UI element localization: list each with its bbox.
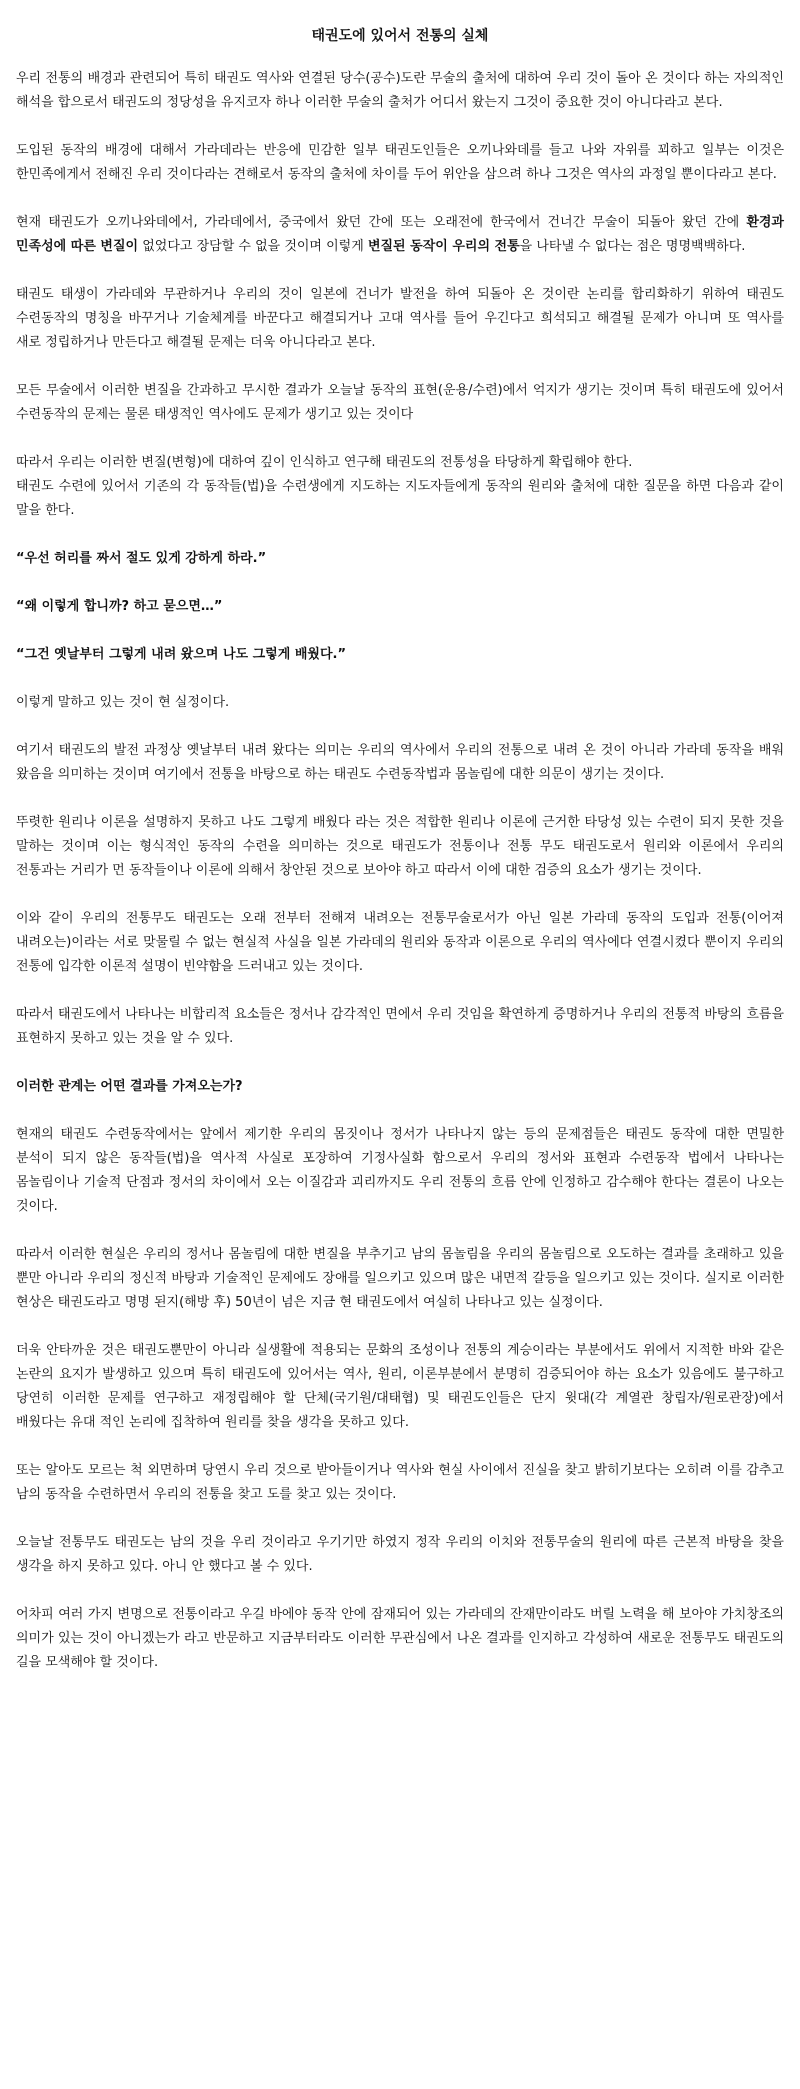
paragraph-1: 우리 전통의 배경과 관련되어 특히 태권도 역사와 연결된 당수(공수)도란 무술의 출처에 대하여 우리 것이 돌아 온 것이다 하는 자의적인 해석을 합으로서 태권도의 정당성을 유지코자 하나 이러한 무술의 출처가 어디서 왔는지 그것이 중요한 것이 아니다라고 본다.: [16, 71, 784, 110]
paragraph-16: 오늘날 전통무도 태권도는 남의 것을 우리 것이라고 우기기만 하였지 정작 우리의 이치와 전통무술의 원리에 따른 근본적 바탕을 찾을 생각을 하지 못하고 있다. 아니 안 했다고 볼 수 있다.: [16, 1535, 784, 1574]
paragraph-13: 따라서 이러한 현실은 우리의 정서나 몸놀림에 대한 변질을 부추기고 남의 몸놀림을 우리의 몸놀림으로 오도하는 결과를 초래하고 있을 뿐만 아니라 우리의 정신적 바탕과 기술적인 문제에도 장애를 일으키고 있으며 많은 내면적 갈등을 일으키고 있는 것이다. 실지로 이러한 현상은 태권도라고 명명 된지(해방 후) 50년이 넘은 지금 현 태권도에서 여실히 나타나고 있는 실정이다.: [16, 1247, 784, 1310]
paragraph-11: 따라서 태권도에서 나타나는 비합리적 요소들은 정서나 감각적인 면에서 우리 것임을 확연하게 증명하거나 우리의 전통적 바탕의 흐름을 표현하지 못하고 있는 것을 알 수 있다.: [16, 1007, 784, 1046]
emphasis-altered-motion: 변질된 동작이 우리의 전통: [367, 239, 520, 254]
paragraph-2: 도입된 동작의 배경에 대해서 가라데라는 반응에 민감한 일부 태권도인들은 오끼나와데를 들고 나와 자위를 꾀하고 일부는 이것은 한민족에게서 전해진 우리 것이다라는 견해로서 동작의 출처에 차이를 두어 위안을 삼으려 하나 그것은 역사의 과정일 뿐이다라고 본다.: [16, 143, 784, 182]
paragraph-4: 태권도 태생이 가라데와 무관하거나 우리의 것이 일본에 건너가 발전을 하여 되돌아 온 것이란 논리를 합리화하기 위하여 태권도 수련동작의 명칭을 바꾸거나 기술체계를 바꾼다고 해결되거나 고대 역사를 들어 우긴다고 희석되고 해결될 문제가 아니며 또 역사를 새로 정립하거나 만든다고 해결될 문제는 더욱 아니다라고 본다.: [16, 287, 784, 350]
quote-1: “우선 허리를 짜서 절도 있게 강하게 하라.”: [16, 551, 267, 566]
paragraph-14: 더욱 안타까운 것은 태권도뿐만이 아니라 실생활에 적용되는 문화의 조성이나 전통의 계승이라는 부분에서도 위에서 지적한 바와 같은 논란의 요지가 발생하고 있으며 특히 태권도에 있어서는 역사, 원리, 이론부분에서 분명히 검증되어야 하는 요소가 있음에도 불구하고 당연히 이러한 문제를 연구하고 재정립해야 할 단체(국기원/대태협) 및 태권도인들은 단지 윗대(각 계열관 창립자/원로관장)에서 배웠다는 유대 적인 논리에 집착하여 원리를 찾을 생각을 못하고 있다.: [16, 1343, 784, 1430]
paragraph-3: [16, 211, 784, 259]
quote-3: “그건 옛날부터 그렇게 내려 왔으며 나도 그렇게 배웠다.”: [16, 647, 346, 662]
emphasis-environment: 환경과 민족성에 따른 변질이: [16, 215, 784, 254]
paragraph-7: 이렇게 말하고 있는 것이 현 실정이다.: [16, 695, 230, 710]
paragraph-6b: 태권도 수련에 있어서 기존의 각 동작들(법)을 수련생에게 지도하는 지도자들에게 동작의 원리와 출처에 대한 질문을 하면 다음과 같이 말을 한다.: [16, 479, 784, 518]
paragraph-3-text-c: 없었다고 장담할 수 없을 것이며 이렇게: [138, 239, 368, 254]
paragraph-3-text-a: 현재 태권도가 오끼나와데에서, 가라데에서, 중국에서 왔던 간에 또는 오래전에 한국에서 건너간 무술이 되돌아 왔던 간에: [16, 215, 747, 230]
page-title: 태권도에 있어서 전통의 실체: [311, 28, 489, 44]
section-heading: 이러한 관계는 어떤 결과를 가져오는가?: [16, 1079, 243, 1094]
paragraph-15: 또는 알아도 모르는 척 외면하며 당연시 우리 것으로 받아들이거나 역사와 현실 사이에서 진실을 찾고 밝히기보다는 오히려 이를 감추고 남의 동작을 수련하면서 우리의 전통을 찾고 도를 찾고 있는 것이다.: [16, 1463, 784, 1502]
paragraph-10: 이와 같이 우리의 전통무도 태권도는 오래 전부터 전해져 내려오는 전통무술로서가 아닌 일본 가라데 동작의 도입과 전통(이어져 내려오는)이라는 서로 맞물릴 수 없는 현실적 사실을 일본 가라데의 원리와 동작과 이론으로 우리의 역사에다 연결시켰다 뿐이지 우리의 전통에 입각한 이론적 설명이 빈약함을 드러내고 있는 것이다.: [16, 911, 784, 974]
paragraph-5: 모든 무술에서 이러한 변질을 간과하고 무시한 결과가 오늘날 동작의 표현(운용/수련)에서 억지가 생기는 것이며 특히 태권도에 있어서 수련동작의 문제는 물론 태생적인 역사에도 문제가 생기고 있는 것이다: [16, 383, 784, 422]
paragraph-6a: 따라서 우리는 이러한 변질(변형)에 대하여 깊이 인식하고 연구해 태권도의 전통성을 타당하게 확립해야 한다.: [16, 455, 633, 470]
paragraph-3-text-e: 을 나타낼 수 없다는 점은 명명백백하다.: [519, 239, 746, 254]
paragraph-8: 여기서 태권도의 발전 과정상 옛날부터 내려 왔다는 의미는 우리의 역사에서 우리의 전통으로 내려 온 것이 아니라 가라데 동작을 배워 왔음을 의미하는 것이며 여기에서 전통을 바탕으로 하는 태권도 수련동작법과 몸놀림에 대한 의문이 생기는 것이다.: [16, 743, 784, 782]
quote-2: “왜 이렇게 합니까? 하고 묻으면…”: [16, 599, 223, 614]
paragraph-17: 어차피 여러 가지 변명으로 전통이라고 우길 바에야 동작 안에 잠재되어 있는 가라데의 잔재만이라도 버릴 노력을 해 보아야 가치창조의 의미가 있는 것이 아니겠는가 라고 반문하고 지금부터라도 이러한 무관심에서 나온 결과를 인지하고 각성하여 새로운 전통무도 태권도의 길을 모색해야 할 것이다.: [16, 1607, 784, 1670]
paragraph-9: 뚜렷한 원리나 이론을 설명하지 못하고 나도 그렇게 배웠다 라는 것은 적합한 원리나 이론에 근거한 타당성 있는 수련이 되지 못한 것을 말하는 것이며 이는 형식적인 동작의 수련을 의미하는 것으로 태권도가 전통이나 전통 무도 태권도로서 원리와 이론에서 우리의 전통과는 거리가 먼 동작들이나 이론에 의해서 창안된 것으로 보아야 하고 따라서 이에 대한 검증의 요소가 생기는 것이다.: [16, 815, 784, 878]
paragraph-12: 현재의 태권도 수련동작에서는 앞에서 제기한 우리의 몸짓이나 정서가 나타나지 않는 등의 문제점들은 태권도 동작에 대한 면밀한 분석이 되지 않은 동작들(법)을 역사적 사실로 포장하여 기정사실화 함으로서 우리의 정서와 표현과 수련동작 법에서 나타나는 몸놀림이나 기술적 단점과 정서의 차이에서 오는 이질감과 괴리까지도 우리 전통의 흐름 안에 인정하고 감수해야 한다는 결론이 나오는 것이다.: [16, 1127, 784, 1214]
